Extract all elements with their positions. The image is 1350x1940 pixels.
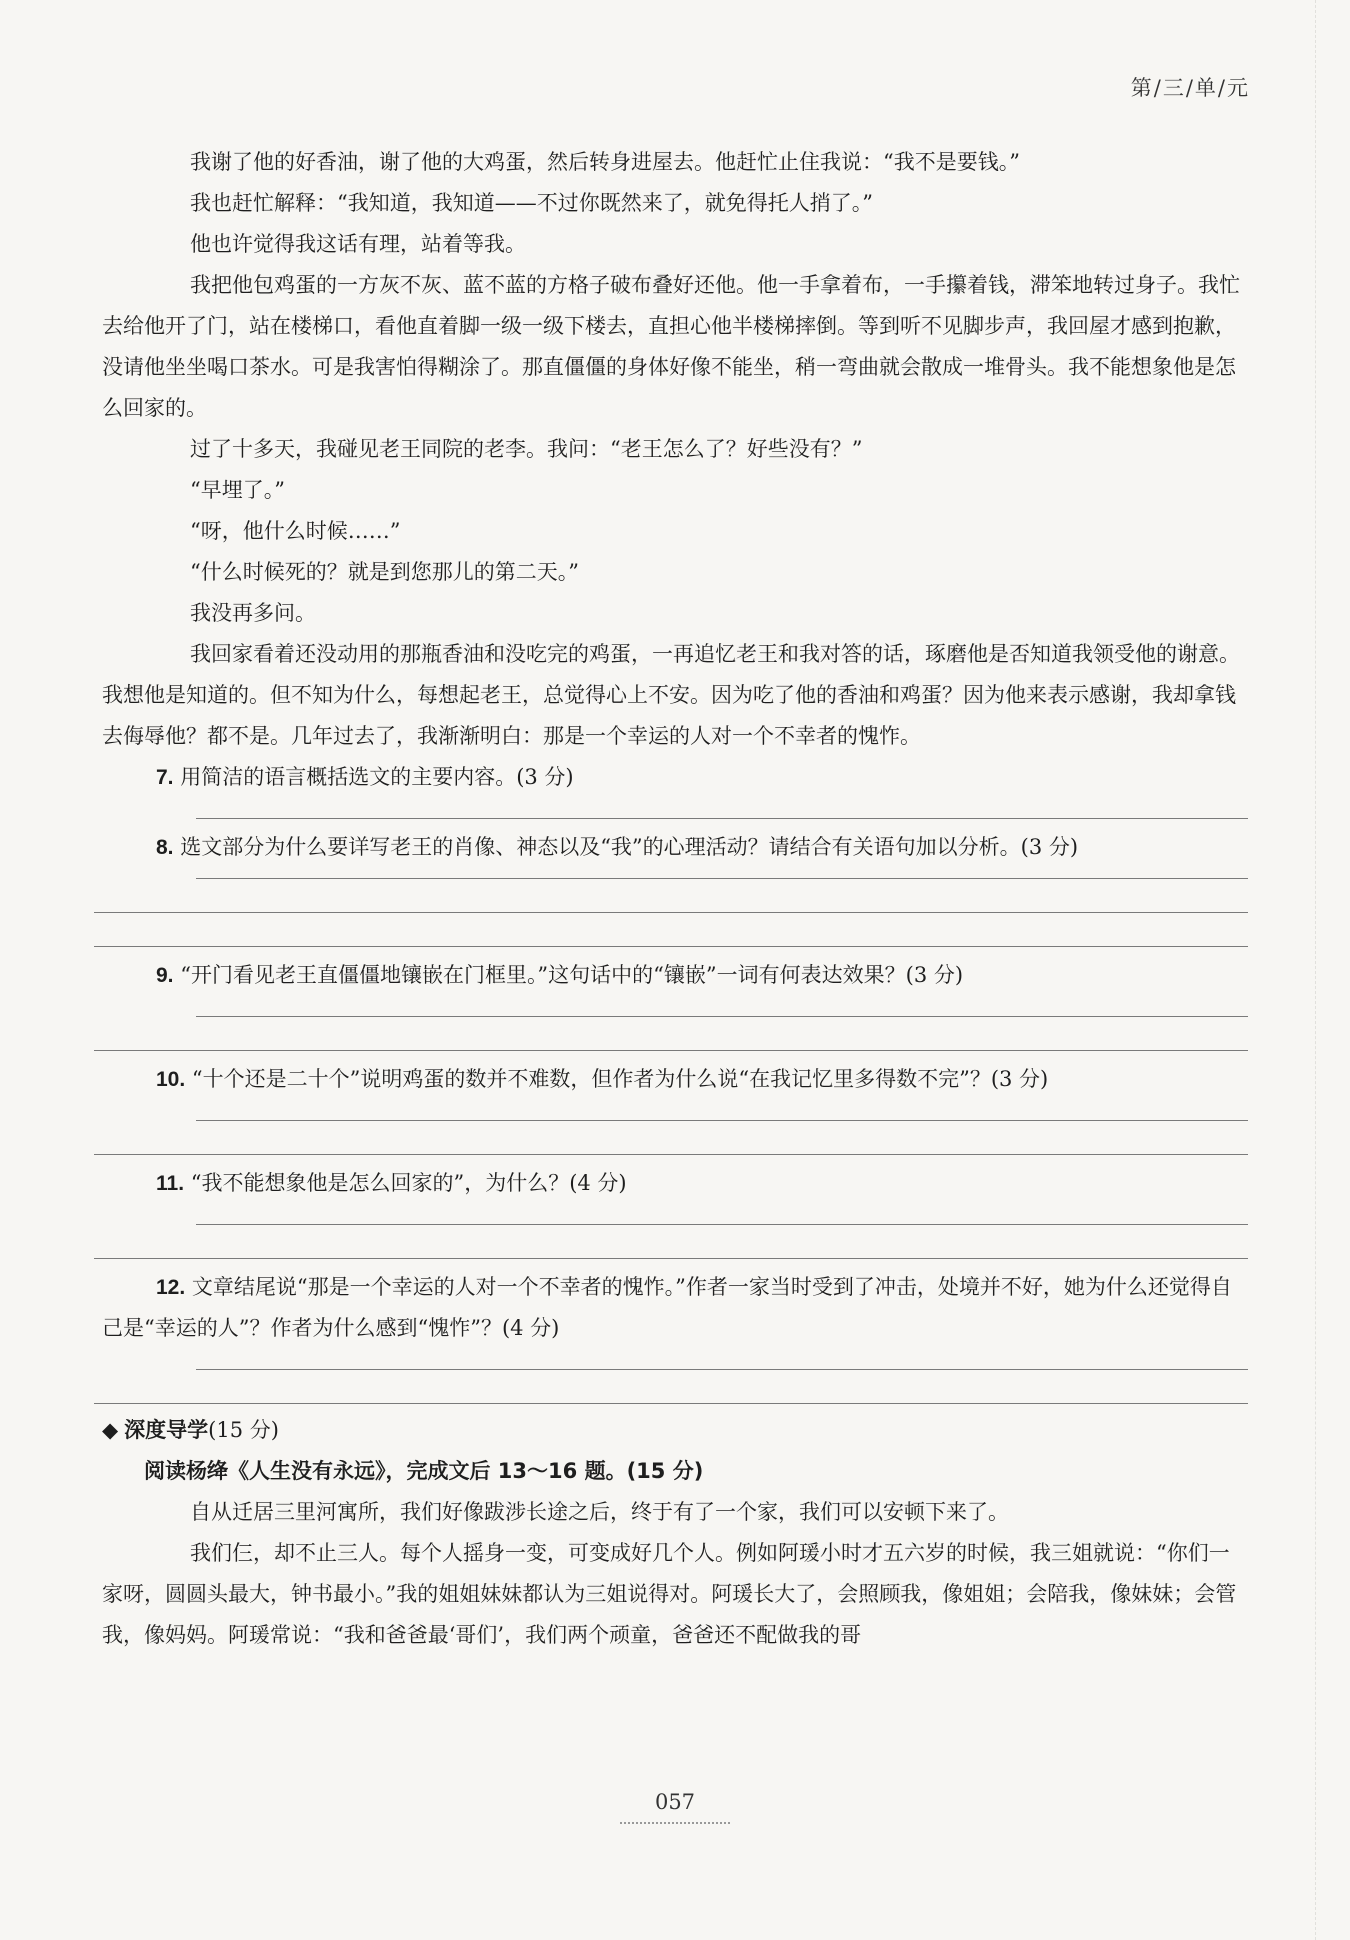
page-number-underline: [620, 1822, 730, 1824]
question-text: 选文部分为什么要详写老王的肖像、神态以及“我”的心理活动？请结合有关语句加以分析。(3 分): [180, 835, 1079, 859]
reading-instruction: 阅读杨绛《人生没有永远》，完成文后 13～16 题。(15 分): [144, 1459, 704, 1483]
question-number: 11.: [156, 1172, 185, 1195]
paragraph: “呀，他什么时候……”: [190, 519, 401, 543]
question-number: 12.: [156, 1276, 186, 1299]
question-text: “十个还是二十个”说明鸡蛋的数并不难数，但作者为什么说“在我记忆里多得数不完”？(3 分): [191, 1067, 1049, 1091]
paragraph: 我们仨，却不止三人。每个人摇身一变，可变成好几个人。例如阿瑗小时才五六岁的时候，我三姐就说：“你们一家呀，圆圆头最大，钟书最小。”我的姐姐妹妹都认为三姐说得对。阿瑗长大了，会照顾我，像姐姐；会陪我，像妹妹；会管我，像妈妈。阿瑗常说：“我和爸爸最‘哥们’，我们两个顽童，爸爸还不配做我的哥: [102, 1541, 1237, 1647]
paragraph: 我也赶忙解释：“我知道，我知道——不过你既然来了，就免得托人捎了。”: [190, 191, 873, 215]
section-heading: [102, 1410, 1248, 1451]
paragraph: “什么时候死的？就是到您那儿的第二天。”: [190, 560, 579, 584]
question-text: 文章结尾说“那是一个幸运的人对一个不幸者的愧怍。”作者一家当时受到了冲击，处境并不好，她为什么还觉得自己是“幸运的人”？作者为什么感到“愧怍”？(4 分): [102, 1275, 1232, 1340]
question-number: 10.: [156, 1068, 186, 1091]
paragraph: 我回家看着还没动用的那瓶香油和没吃完的鸡蛋，一再追忆老王和我对答的话，琢磨他是否知道我领受他的谢意。我想他是知道的。但不知为什么，每想起老王，总觉得心上不安。因为吃了他的香油和鸡蛋？因为他来表示感谢，我却拿钱去侮辱他？都不是。几年过去了，我渐渐明白：那是一个幸运的人对一个不幸者的愧怍。: [102, 642, 1240, 748]
paragraph: 我谢了他的好香油，谢了他的大鸡蛋，然后转身进屋去。他赶忙止住我说：“我不是要钱。”: [190, 150, 1020, 174]
question-number: 8.: [156, 836, 174, 859]
question-9: [102, 955, 1248, 996]
question-10: [102, 1059, 1248, 1100]
page-content: [102, 142, 1248, 1656]
page-number: 057: [654, 1790, 696, 1814]
question-8: [102, 827, 1248, 868]
paragraph: 过了十多天，我碰见老王同院的老李。我问：“老王怎么了？好些没有？”: [190, 437, 863, 461]
question-text: 用简洁的语言概括选文的主要内容。(3 分): [180, 765, 574, 789]
scan-fold-line: [1315, 0, 1316, 1940]
question-text: “开门看见老王直僵僵地镶嵌在门框里。”这句话中的“镶嵌”一词有何表达效果？(3 分): [180, 963, 964, 987]
paragraph: “早埋了。”: [190, 478, 285, 502]
paragraph: 我把他包鸡蛋的一方灰不灰、蓝不蓝的方格子破布叠好还他。他一手拿着布，一手攥着钱，滞笨地转过身子。我忙去给他开了门，站在楼梯口，看他直着脚一级一级下楼去，直担心他半楼梯摔倒。等到听不见脚步声，我回屋才感到抱歉，没请他坐坐喝口茶水。可是我害怕得糊涂了。那直僵僵的身体好像不能坐，稍一弯曲就会散成一堆骨头。我不能想象他是怎么回家的。: [102, 273, 1240, 420]
question-12: [102, 1267, 1248, 1349]
paragraph: 自从迁居三里河寓所，我们好像跋涉长途之后，终于有了一个家，我们可以安顿下来了。: [190, 1500, 1009, 1524]
unit-header: 第/三/单/元: [1130, 76, 1250, 100]
question-number: 7.: [156, 766, 174, 789]
question-7: [102, 757, 1248, 798]
section-score: (15 分): [208, 1418, 279, 1442]
question-number: 9.: [156, 964, 174, 987]
diamond-icon: ◆: [102, 1419, 119, 1442]
question-11: [102, 1163, 1248, 1204]
section-title: 深度导学: [124, 1419, 209, 1442]
question-text: “我不能想象他是怎么回家的”，为什么？(4 分): [190, 1171, 627, 1195]
paragraph: 我没再多问。: [190, 601, 316, 625]
paragraph: 他也许觉得我这话有理，站着等我。: [190, 232, 526, 256]
